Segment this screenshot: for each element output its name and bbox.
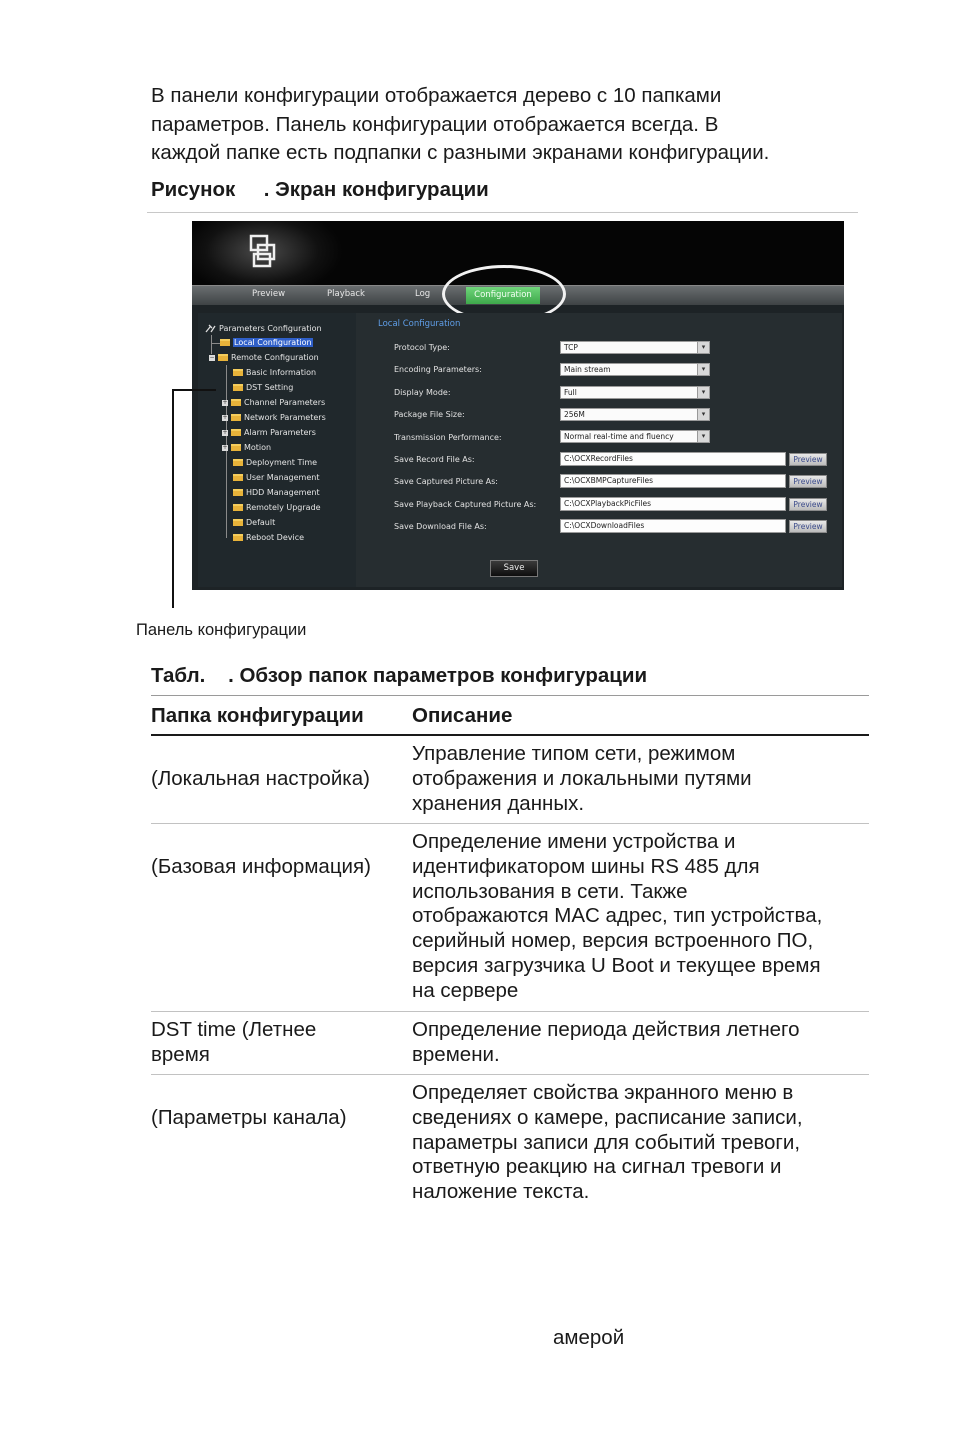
package-file-size-select[interactable] (560, 408, 710, 421)
field-label: Encoding Parameters: (394, 365, 482, 374)
table-row-description (412, 1081, 803, 1205)
cell-line: отображаются MAC адрес, тип устройства, (412, 904, 823, 928)
callout-line (172, 389, 216, 391)
folder-icon (233, 489, 243, 496)
cell-line: наложение текста. (412, 1180, 590, 1204)
cell-line: серийный номер, версия встроенного ПО, (412, 929, 814, 953)
intro-paragraph (151, 82, 851, 168)
folder-icon (233, 534, 243, 541)
cell-line: Определение периода действия летнего (412, 1018, 800, 1041)
table-row-description (412, 1018, 800, 1068)
tree-item-alarm-parameters[interactable] (222, 428, 316, 437)
field-label: Transmission Performance: (394, 433, 502, 442)
folder-icon (233, 474, 243, 481)
tools-icon (205, 324, 216, 333)
folder-icon (220, 339, 230, 346)
table-header-description: Описание (412, 704, 513, 727)
tree-item-label: Remote Configuration (231, 353, 319, 362)
expand-icon[interactable]: + (222, 428, 228, 436)
preview-button[interactable]: Preview (789, 475, 827, 488)
display-mode-select[interactable] (560, 386, 710, 399)
select-value: Full (564, 388, 577, 397)
tree-item-deployment-time[interactable] (233, 458, 317, 467)
table-row-folder (151, 855, 371, 880)
picture-path-input[interactable]: C:\OCXBMPCaptureFiles (560, 474, 786, 488)
cell-line: времени. (412, 1042, 500, 1066)
tree-item-label: HDD Management (246, 488, 320, 497)
tree-item-dst-setting[interactable] (233, 383, 293, 392)
tab-log[interactable]: Log (415, 289, 431, 299)
folder-icon (231, 399, 241, 406)
preview-button[interactable]: Preview (789, 453, 827, 466)
tree-item-default[interactable] (233, 518, 275, 527)
select-value: 256M (564, 410, 585, 419)
save-button[interactable]: Save (490, 560, 538, 577)
cell-line: отображения и локальными путями (412, 766, 752, 790)
tree-root-label: Parameters Configuration (219, 324, 322, 333)
expand-icon[interactable]: + (222, 443, 228, 451)
table-row-folder (151, 1106, 347, 1131)
folder-icon (233, 504, 243, 511)
record-path-input[interactable]: C:\OCXRecordFiles (560, 452, 786, 466)
folder-icon (218, 354, 228, 361)
cell-line: DST time (Летнее (151, 1018, 317, 1041)
table-caption: Табл. . Обзор папок параметров конфигурации (151, 664, 648, 687)
tree-item-local-configuration[interactable] (220, 338, 313, 347)
tree-root[interactable] (205, 324, 322, 333)
tree-item-label: Default (246, 518, 276, 527)
tree-item-label: Network Parameters (244, 413, 326, 422)
tree-item-channel-parameters[interactable] (222, 398, 325, 407)
chevron-down-icon[interactable]: ▾ (697, 409, 709, 420)
page-footer: амерой (553, 1326, 625, 1349)
intro-line: В панели конфигурации отображается дерево с 10 папками (151, 84, 722, 107)
tree-item-label: Reboot Device (246, 533, 305, 542)
tree-item-label: DST Setting (246, 383, 294, 392)
tree-item-label: Local Configuration (234, 338, 312, 347)
chevron-down-icon[interactable]: ▾ (697, 431, 709, 442)
cell-line: идентификатором шины RS 485 для (412, 854, 760, 878)
field-label: Save Download File As: (394, 522, 487, 531)
table-header-folder: Папка конфигурации (151, 704, 364, 727)
tree-item-hdd-management[interactable] (233, 488, 320, 497)
tree-item-user-management[interactable] (233, 473, 319, 482)
cell-line: на сервере (412, 978, 519, 1002)
cell-line: ответную реакцию на сигнал тревоги и (412, 1155, 782, 1179)
table-top-rule (151, 695, 869, 696)
table-row-description (412, 830, 822, 1004)
folder-icon (233, 519, 243, 526)
preview-button[interactable]: Preview (789, 498, 827, 511)
figure-caption: Рисунок . Экран конфигурации (151, 178, 489, 201)
tree-item-basic-information[interactable] (233, 368, 316, 377)
cell-line: параметры записи для событий тревоги, (412, 1130, 801, 1154)
tree-item-label: Motion (244, 443, 272, 452)
cell-line: (Локальная настройка) (151, 767, 370, 790)
chevron-down-icon[interactable]: ▾ (697, 364, 709, 375)
field-label: Save Playback Captured Picture As: (394, 500, 537, 509)
tab-configuration[interactable]: Configuration (466, 287, 540, 304)
cell-line: (Параметры канала) (151, 1106, 347, 1129)
tree-item-remotely-upgrade[interactable] (233, 503, 321, 512)
select-value: Normal real-time and fluency (564, 432, 674, 441)
logo-icon (248, 233, 280, 269)
folder-icon (233, 369, 243, 376)
tree-connector (211, 335, 212, 354)
tree-item-label: Basic Information (246, 368, 317, 377)
configuration-screenshot (192, 221, 844, 590)
folder-icon (231, 429, 241, 436)
cell-line: сведениях о камере, расписание записи, (412, 1105, 803, 1129)
folder-icon (233, 459, 243, 466)
cell-line: использования в сети. Также (412, 879, 688, 903)
chevron-down-icon[interactable]: ▾ (697, 387, 709, 398)
cell-line: Управление типом сети, режимом (412, 742, 736, 765)
collapse-icon[interactable]: − (209, 353, 215, 361)
table-row-divider (151, 823, 869, 824)
folder-icon (231, 444, 241, 451)
table-header-rule (151, 734, 869, 736)
tree-item-label: Remotely Upgrade (246, 503, 321, 512)
figure-divider (147, 212, 858, 213)
cell-line: (Базовая информация) (151, 855, 371, 878)
table-row-folder (151, 1018, 316, 1068)
select-value: Main stream (564, 365, 611, 374)
tree-item-label: Alarm Parameters (244, 428, 316, 437)
intro-line: каждой папке есть подпапки с разными экранами конфигурации. (151, 141, 770, 164)
cell-line: хранения данных. (412, 791, 585, 815)
tab-preview[interactable]: Preview (252, 289, 286, 299)
playback-picture-path-input[interactable]: C:\OCXPlaybackPicFiles (560, 497, 786, 511)
field-label: Save Record File As: (394, 455, 475, 464)
tree-item-label: Deployment Time (246, 458, 318, 467)
intro-line: параметров. Панель конфигурации отображается всегда. В (151, 112, 719, 136)
form-title: Local Configuration (378, 319, 461, 329)
select-value: TCP (564, 343, 578, 352)
field-label: Package File Size: (394, 410, 465, 419)
cell-line: версия загрузчика U Boot и текущее время (412, 953, 821, 977)
cell-line: время (151, 1042, 210, 1066)
expand-icon[interactable]: + (222, 398, 228, 406)
expand-icon[interactable]: + (222, 413, 228, 421)
field-label: Save Captured Picture As: (394, 477, 498, 486)
field-label: Display Mode: (394, 388, 451, 397)
transmission-performance-select[interactable] (560, 430, 710, 443)
field-label: Protocol Type: (394, 343, 450, 352)
tree-item-label: Channel Parameters (244, 398, 326, 407)
table-row-divider (151, 1011, 869, 1012)
tree-item-reboot-device[interactable] (233, 533, 304, 542)
protocol-type-select[interactable] (560, 341, 710, 354)
folder-icon (231, 414, 241, 421)
encoding-parameters-select[interactable] (560, 363, 710, 376)
chevron-down-icon[interactable]: ▾ (697, 342, 709, 353)
cell-line: Определяет свойства экранного меню в (412, 1081, 794, 1104)
tree-item-motion[interactable] (222, 443, 271, 452)
folder-icon (233, 384, 243, 391)
table-row-description (412, 742, 752, 816)
table-row-divider (151, 1074, 869, 1075)
tree-item-label: User Management (246, 473, 320, 482)
tab-playback[interactable]: Playback (327, 289, 365, 299)
table-row-folder (151, 767, 370, 792)
preview-button[interactable]: Preview (789, 520, 827, 533)
callout-line (172, 390, 174, 608)
callout-label: Панель конфигурации (136, 621, 307, 639)
cell-line: Определение имени устройства и (412, 830, 736, 853)
download-path-input[interactable]: C:\OCXDownloadFiles (560, 519, 786, 533)
configuration-form-panel (356, 313, 842, 587)
tree-item-network-parameters[interactable] (222, 413, 326, 422)
tree-item-remote-configuration[interactable] (209, 353, 319, 362)
